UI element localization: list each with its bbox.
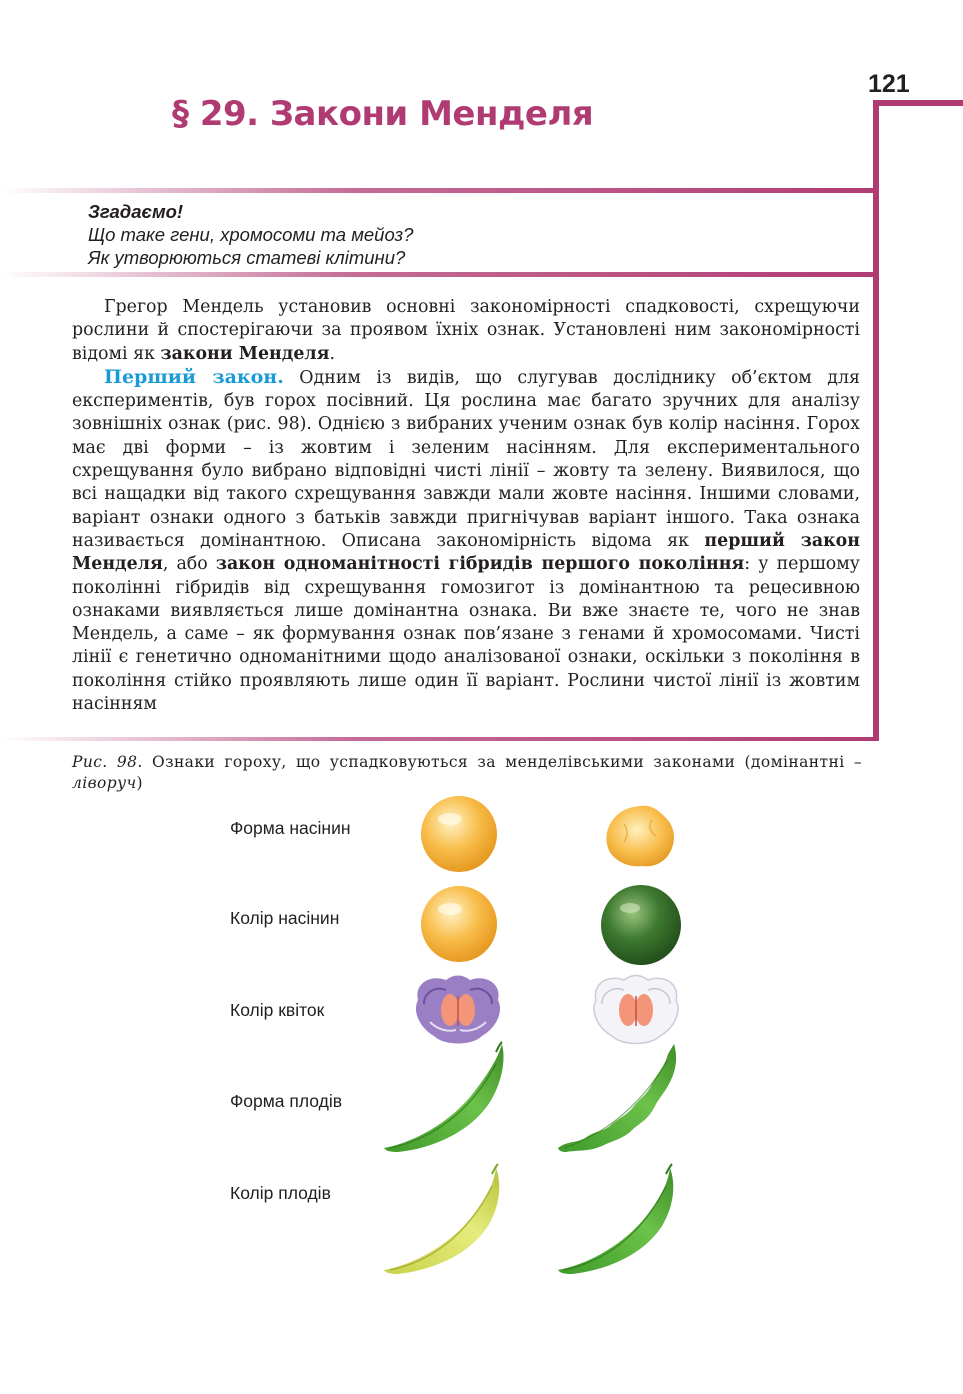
recall-question: Що таке гени, хромосоми та мейоз?	[88, 224, 414, 245]
paragraph-intro	[72, 296, 860, 366]
green-pod-illustration	[378, 1162, 508, 1278]
figure-caption	[72, 752, 862, 794]
recall-question: Як утворюються статеві клітини?	[88, 247, 406, 268]
term-first-law: перший закон Менделя	[72, 530, 861, 575]
trait-label-pod-shape: Форма плодів	[230, 1091, 343, 1111]
paragraph-first-law	[72, 366, 860, 716]
term-uniformity-law: закон одноманітності гібридів першого покоління	[215, 554, 745, 575]
text-run: , або	[162, 554, 216, 575]
main-text	[72, 296, 860, 716]
page-number: 121	[868, 70, 910, 98]
text-run: : у першому поколінні гібридів від схрещування гомозигот із домінантною та рецесивною ознаками виявляється лише домінантна ознака. Ви вже знаєте те, чого не знав Мендель, а саме – як формування ознак пов’язане з генами й хромосомами. Чисті лінії є генетично одноманітними щодо аналізованої ознаки, оскільки з покоління в покоління стійко проявляють лише один її варіант. Рослини чистої лінії із жовтим насінням	[72, 554, 861, 715]
round-seed-illustration	[414, 793, 504, 875]
trait-label-seed-shape: Форма насінин	[230, 818, 351, 838]
recall-bottom-rule	[0, 272, 879, 277]
term-mendel-laws: закони Менделя	[160, 343, 330, 364]
yellow-pod-illustration	[552, 1162, 682, 1278]
wrinkled-seed-illustration	[602, 802, 678, 870]
section-title: § 29. Закони Менделя	[172, 94, 594, 134]
recall-heading: Згадаємо!	[88, 201, 184, 222]
constricted-pod-illustration	[554, 1040, 684, 1156]
frame-top-bar	[873, 100, 963, 106]
recall-top-rule	[0, 188, 879, 193]
trait-label-pod-color: Колір плодів	[230, 1183, 331, 1203]
caption-end: )	[136, 774, 143, 792]
recall-box	[88, 200, 413, 269]
figure-label: Рис. 98	[72, 753, 138, 771]
purple-flower-illustration	[410, 970, 506, 1050]
text-run: Грегор Мендель установив основні закономірності спадковості, схрещуючи рослини й спостерігаючи за проявом їхніх ознак. Установлені ним закономірності відомі як	[72, 297, 860, 364]
green-seed-illustration	[596, 882, 686, 968]
trait-label-flower-color: Колір квіток	[230, 1000, 325, 1020]
text-run: .	[329, 343, 336, 364]
text-run: Одним із видів, що слугував досліднику об’єктом для експериментів, був горох посівний. Ця рослина має багато зручних для аналізу зовнішніх ознак (рис. 98). Однією з вибраних ученим ознак був колір насіння. Горох має дві форми – із жовтим і зеленим насінням. Для експериментального схрещування було вибрано відповідні чисті лінії – жовту та зелену. Виявилося, що всі нащадки від такого схрещування завжди мали жовте насіння. Іншими словами, варіант ознаки одного з батьків завжди пригнічував варіант іншого. Така ознака називається домінантною. Описана закономірність відома як	[72, 367, 860, 551]
inflated-pod-illustration	[378, 1040, 508, 1156]
frame-vertical-bar	[873, 100, 879, 740]
caption-text: . Ознаки гороху, що успадковуються за менделівськими законами (домінантні –	[137, 753, 862, 771]
figure-top-rule	[0, 737, 879, 741]
white-flower-illustration	[588, 970, 684, 1050]
trait-label-seed-color: Колір насінин	[230, 908, 340, 928]
caption-italic: ліворуч	[72, 774, 137, 792]
first-law-heading: Перший закон.	[104, 365, 284, 388]
yellow-seed-illustration	[414, 882, 504, 966]
